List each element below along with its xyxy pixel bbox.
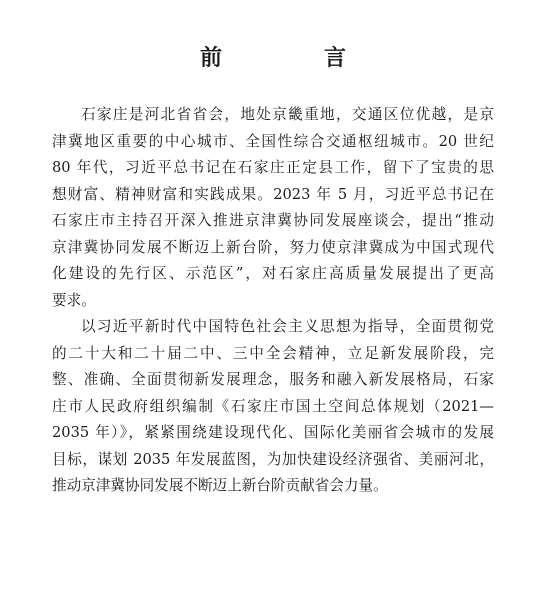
page-title: 前 言: [199, 45, 386, 71]
paragraph-2: [52, 314, 494, 500]
paragraph-line: 要求。: [52, 291, 96, 309]
paragraph-line: 2035 年）》，紧紧围绕建设现代化、国际化美丽省会城市的发展: [52, 424, 494, 441]
paragraph-line: 石家庄是河北省省会，地处京畿重地，交通区位优越，是京: [81, 106, 494, 123]
paragraph-line: 想财富、精神财富和实践成果。2023 年 5 月，习近平总书记在: [52, 185, 494, 203]
paragraph-line: 津冀地区重要的中心城市、全国性综合交通枢纽城市。20 世纪: [52, 132, 494, 150]
paragraph-1: [52, 102, 494, 314]
paragraph-line: 目标，谋划 2035 年发展蓝图，为加快建设经济强省、美丽河北，: [52, 450, 494, 468]
paragraph-line: 80 年代，习近平总书记在石家庄正定县工作，留下了宝贵的思: [52, 159, 494, 176]
paragraph-line: 京津冀协同发展不断迈上新台阶，努力使京津冀成为中国式现代: [52, 238, 494, 256]
paragraph-line: 化建设的先行区、示范区”，对石家庄高质量发展提出了更高: [52, 265, 494, 282]
document-body: [52, 102, 494, 500]
paragraph-line: 整、准确、全面贯彻新发展理念，服务和融入新发展格局，石家: [52, 371, 494, 388]
paragraph-line: 以习近平新时代中国特色社会主义思想为指导，全面贯彻党: [81, 318, 494, 335]
paragraph-line: 庄市人民政府组织编制《石家庄市国土空间总体规划（2021—: [52, 397, 494, 415]
paragraph-line: 石家庄市主持召开深入推进京津冀协同发展座谈会，提出“推动: [52, 212, 494, 229]
paragraph-line: 的二十大和二十届二中、三中全会精神，立足新发展阶段，完: [52, 344, 494, 362]
paragraph-line: 推动京津冀协同发展不断迈上新台阶贡献省会力量。: [52, 477, 388, 494]
